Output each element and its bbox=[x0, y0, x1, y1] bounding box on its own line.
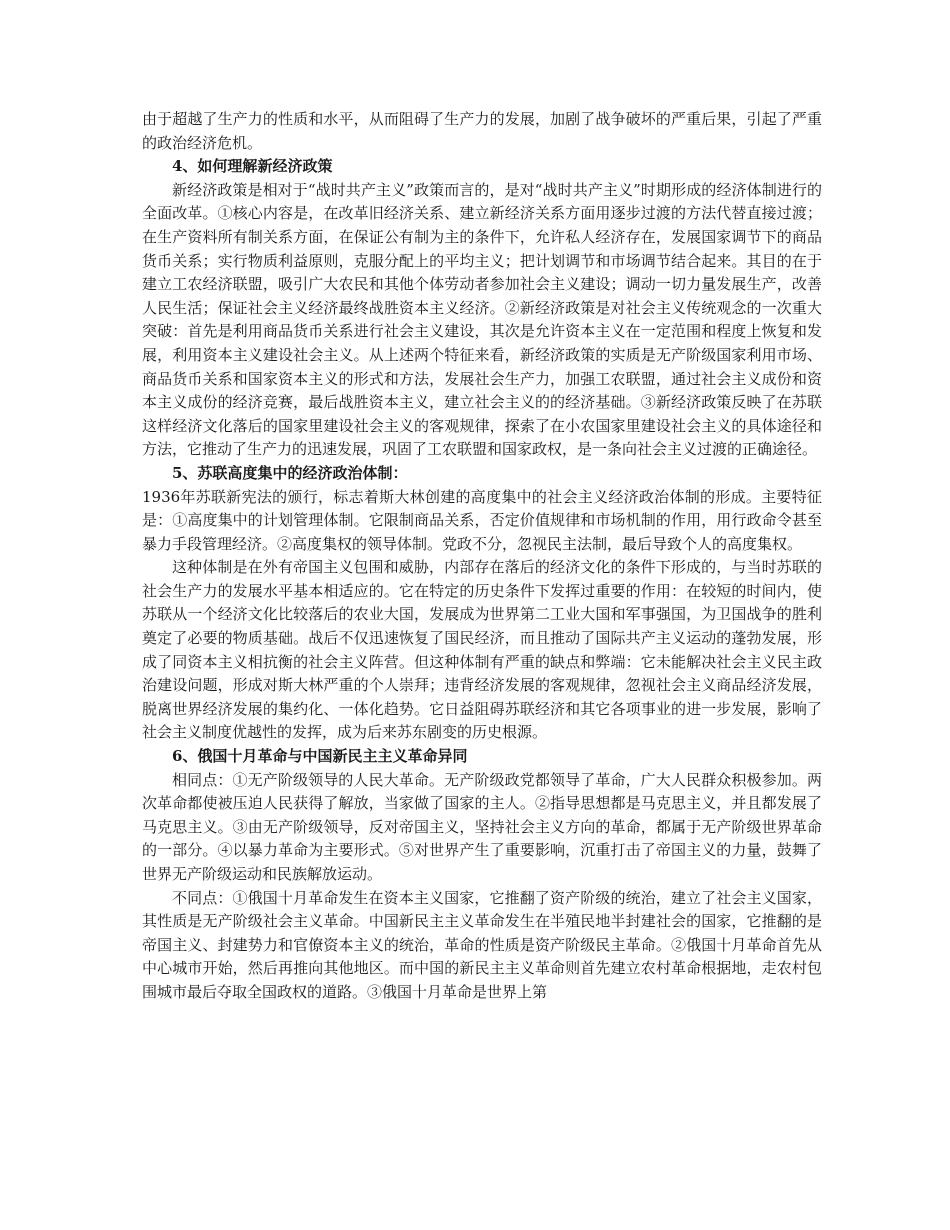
document-body bbox=[142, 108, 822, 1005]
paragraph-similarities: 相同点：①无产阶级领导的人民大革命。无产阶级政党都领导了革命，广大人民群众积极参加。两次革命都使被压迫人民获得了解放，当家做了国家的主人。②指导思想都是马克思主义，并且都发展了马克思主义。③由无产阶级领导，反对帝国主义，坚持社会主义方向的革命，都属于无产阶级世界革命的一部分。④以暴力革命为主要形式。⑤对世界产生了重要影响，沉重打击了帝国主义的力量，鼓舞了世界无产阶级运动和民族解放运动。 bbox=[142, 770, 822, 883]
paragraph-soviet-system-evaluation: 这种体制是在外有帝国主义包围和威胁，内部存在落后的经济文化的条件下形成的，与当时苏联的社会生产力的发展水平基本相适应的。它在特定的历史条件下发挥过重要的作用：在较短的时间内，使苏联从一个经济文化比较落后的农业大国，发展成为世界第二工业大国和军事强国，为卫国战争的胜利奠定了必要的物质基础。战后不仅迅速恢复了国民经济，而且推动了国际共产主义运动的蓬勃发展，形成了同资本主义相抗衡的社会主义阵营。但这种体制有严重的缺点和弊端：它未能解决社会主义民主政治建设问题，形成对斯大林严重的个人崇拜；违背经济发展的客观规律，忽视社会主义商品经济发展，脱离世界经济发展的集约化、一体化趋势。它日益阻碍苏联经济和其它各项事业的进一步发展，影响了社会主义制度优越性的发挥，成为后来苏东剧变的历史根源。 bbox=[142, 558, 822, 742]
paragraph-soviet-system-features: 1936年苏联新宪法的颁行，标志着斯大林创建的高度集中的社会主义经济政治体制的形成。主要特征是：①高度集中的计划管理体制。它限制商品关系，否定价值规律和市场机制的作用，用行政命令甚至暴力手段管理经济。②高度集权的领导体制。党政不分，忽视民主法制，最后导致个人的高度集权。 bbox=[142, 487, 822, 553]
section-heading-5: 5、苏联高度集中的经济政治体制： bbox=[172, 463, 408, 482]
paragraph-continuation: 由于超越了生产力的性质和水平，从而阻碍了生产力的发展，加剧了战争破坏的严重后果，引起了严重的政治经济危机。 bbox=[142, 110, 822, 152]
section-heading-4: 4、如何理解新经济政策 bbox=[172, 157, 333, 176]
paragraph-new-economic-policy: 新经济政策是相对于“战时共产主义”政策而言的，是对“战时共产主义”时期形成的经济体制进行的全面改革。①核心内容是，在改革旧经济关系、建立新经济关系方面用逐步过渡的方法代替直接过渡；在生产资料所有制关系方面，在保证公有制为主的条件下，允许私人经济存在，发展国家调节下的商品货币关系；实行物质利益原则，克服分配上的平均主义；把计划调节和市场调节结合起来。其目的在于建立工农经济联盟，吸引广大农民和其他个体劳动者参加社会主义建设；调动一切力量发展生产，改善人民生活；保证社会主义经济最终战胜资本主义经济。②新经济政策是对社会主义传统观念的一次重大突破：首先是利用商品货币关系进行社会主义建设，其次是允许资本主义在一定范围和程度上恢复和发展，利用资本主义建设社会主义。从上述两个特征来看，新经济政策的实质是无产阶级国家利用市场、商品货币关系和国家资本主义的形式和方法，发展社会生产力，加强工农联盟，通过社会主义成份和资本主义成份的经济竞赛，最后战胜资本主义，建立社会主义的的经济基础。③新经济政策反映了在苏联这样经济文化落后的国家里建设社会主义的客观规律，探索了在小农国家里建设社会主义的具体途径和方法，它推动了生产力的迅速发展，巩固了工农联盟和国家政权，是一条向社会主义过渡的正确途径。 bbox=[142, 180, 822, 459]
section-heading-6: 6、俄国十月革命与中国新民主主义革命异同 bbox=[172, 747, 468, 766]
paragraph-differences: 不同点：①俄国十月革命发生在资本主义国家，它推翻了资产阶级的统治，建立了社会主义国家，其性质是无产阶级社会主义革命。中国新民主主义革命发生在半殖民地半封建社会的国家，它推翻的是帝国主义、封建势力和官僚资本主义的统治，革命的性质是资产阶级民主革命。②俄国十月革命首先从中心城市开始，然后再推向其他地区。而中国的新民主主义革命则首先建立农村革命根据地，走农村包围城市最后夺取全国政权的道路。③俄国十月革命是世界上第 bbox=[142, 888, 822, 1001]
